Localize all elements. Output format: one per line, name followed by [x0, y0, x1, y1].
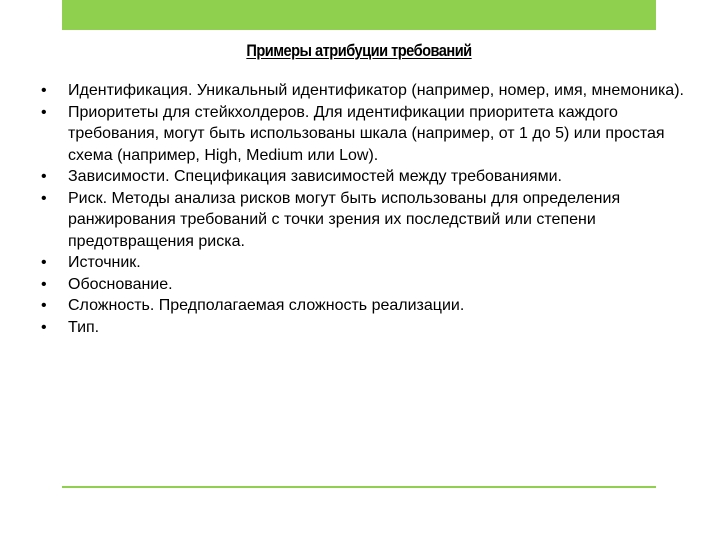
bullet-text: Тип.: [68, 318, 100, 336]
bullet-icon: •: [41, 318, 47, 336]
bullet-text: Приоритеты для стейкхолдеров. Для идентификации приоритета каждого требования, могут быть использованы шкала (например, от 1 до 5) или простая схема (например, High, Medium или Low).: [68, 103, 665, 164]
bullet-text: Источник.: [68, 254, 141, 271]
bullet-item-dependencies: [40, 166, 700, 188]
bullet-text: Зависимости. Спецификация зависимостей между требованиями.: [68, 168, 562, 185]
bullet-text: Обоснование.: [68, 275, 173, 293]
bullet-text: Сложность. Предполагаемая сложность реализации.: [68, 297, 465, 314]
bullet-item-type: [40, 317, 700, 339]
bullet-icon: •: [41, 254, 47, 271]
slide-title: Примеры атрибуции требований: [246, 41, 472, 60]
bullet-icon: •: [41, 275, 47, 293]
bullet-icon: •: [41, 297, 47, 314]
bullet-list: [40, 80, 700, 338]
bullet-item-source: [40, 252, 700, 274]
bullet-item-complexity: [40, 295, 700, 317]
bullet-item-rationale: [40, 274, 700, 296]
bullet-item-priorities: [40, 102, 700, 167]
bullet-item-identification: [40, 80, 700, 102]
footer-divider: [62, 486, 656, 488]
bullet-icon: •: [41, 168, 47, 185]
bullet-text: Риск. Методы анализа рисков могут быть использованы для определения ранжирования требований с точки зрения их последствий или степени предотвращения риска.: [68, 189, 621, 250]
header-accent-bar: [62, 0, 656, 30]
bullet-item-risk: [40, 188, 700, 253]
bullet-text: Идентификация. Уникальный идентификатор (например, номер, имя, мнемоника).: [68, 82, 684, 99]
bullet-icon: •: [41, 189, 47, 207]
bullet-icon: •: [41, 82, 47, 99]
bullet-icon: •: [41, 103, 47, 121]
